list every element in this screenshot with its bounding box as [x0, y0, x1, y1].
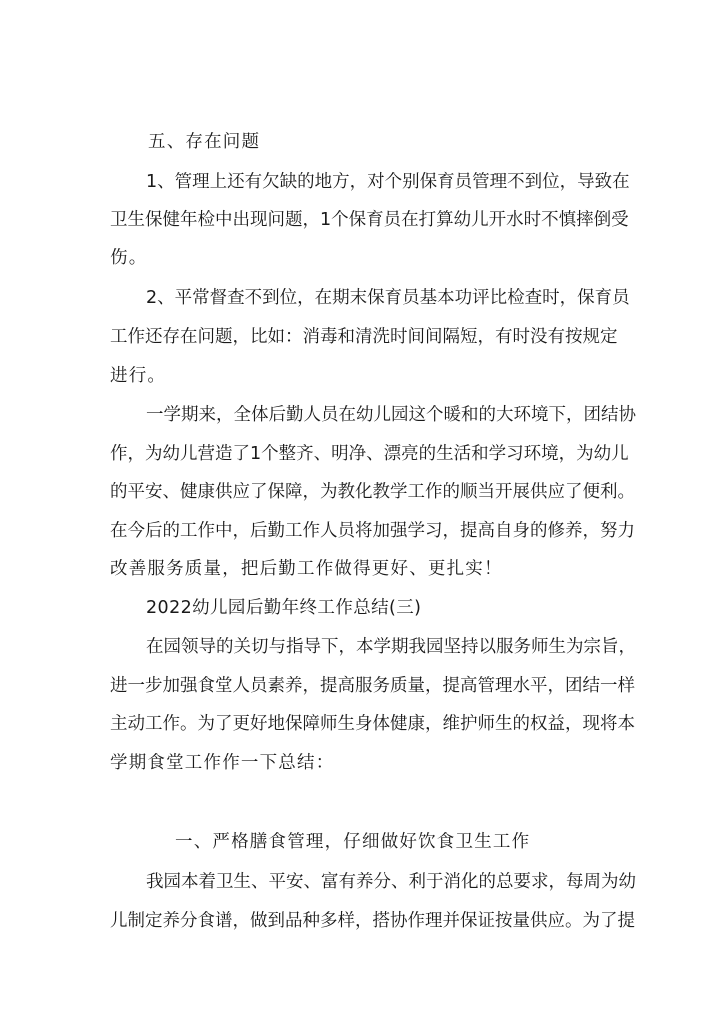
paragraph-line: 在今后的工作中，后勤工作人员将加强学习，提高自身的修养，努力 [110, 521, 635, 541]
section-heading: 一、严格膳食管理，仔细做好饮食卫生工作 [175, 832, 531, 852]
paragraph-line: 的平安、健康供应了保障，为教化教学工作的顺当开展供应了便利。 [110, 482, 635, 502]
paragraph-line: 我园本着卫生、平安、富有养分、利于消化的总要求，每周为幼 [146, 872, 636, 892]
paragraph-line: 改善服务质量，把后勤工作做得更好、更扎实！ [110, 559, 503, 579]
paragraph-line: 伤。 [110, 248, 148, 268]
paragraph-line: 进一步加强食堂人员素养，提高服务质量，提高管理水平，团结一样 [110, 676, 635, 696]
paragraph-line: 主动工作。为了更好地保障师生身体健康，维护师生的权益，现将本 [110, 714, 635, 734]
section-heading: 五、存在问题 [148, 132, 261, 152]
document-subtitle: 2022幼儿园后勤年终工作总结(三) [146, 598, 422, 618]
paragraph-line: 学期食堂工作作一下总结： [110, 753, 335, 773]
paragraph-line: 在园领导的关切与指导下，本学期我园坚持以服务师生为宗旨， [146, 637, 636, 657]
paragraph-line: 工作还存在问题，比如：消毒和清洗时间间隔短，有时没有按规定 [110, 327, 618, 347]
paragraph-line: 一学期来，全体后勤人员在幼儿园这个暖和的大环境下，团结协 [146, 405, 636, 425]
paragraph-line: 作，为幼儿营造了1个整齐、明净、漂亮的生活和学习环境，为幼儿 [110, 444, 629, 464]
paragraph-line: 儿制定养分食谱，做到品种多样，搭协作理并保证按量供应。为了提 [110, 911, 635, 931]
paragraph-line: 进行。 [110, 366, 167, 386]
paragraph-line: 卫生保健年检中出现问题，1个保育员在打算幼儿开水时不慎摔倒受 [110, 210, 629, 230]
paragraph-line: 1、管理上还有欠缺的地方，对个别保育员管理不到位，导致在 [146, 172, 630, 192]
paragraph-line: 2、平常督查不到位，在期末保育员基本功评比检查时，保育员 [146, 288, 630, 308]
